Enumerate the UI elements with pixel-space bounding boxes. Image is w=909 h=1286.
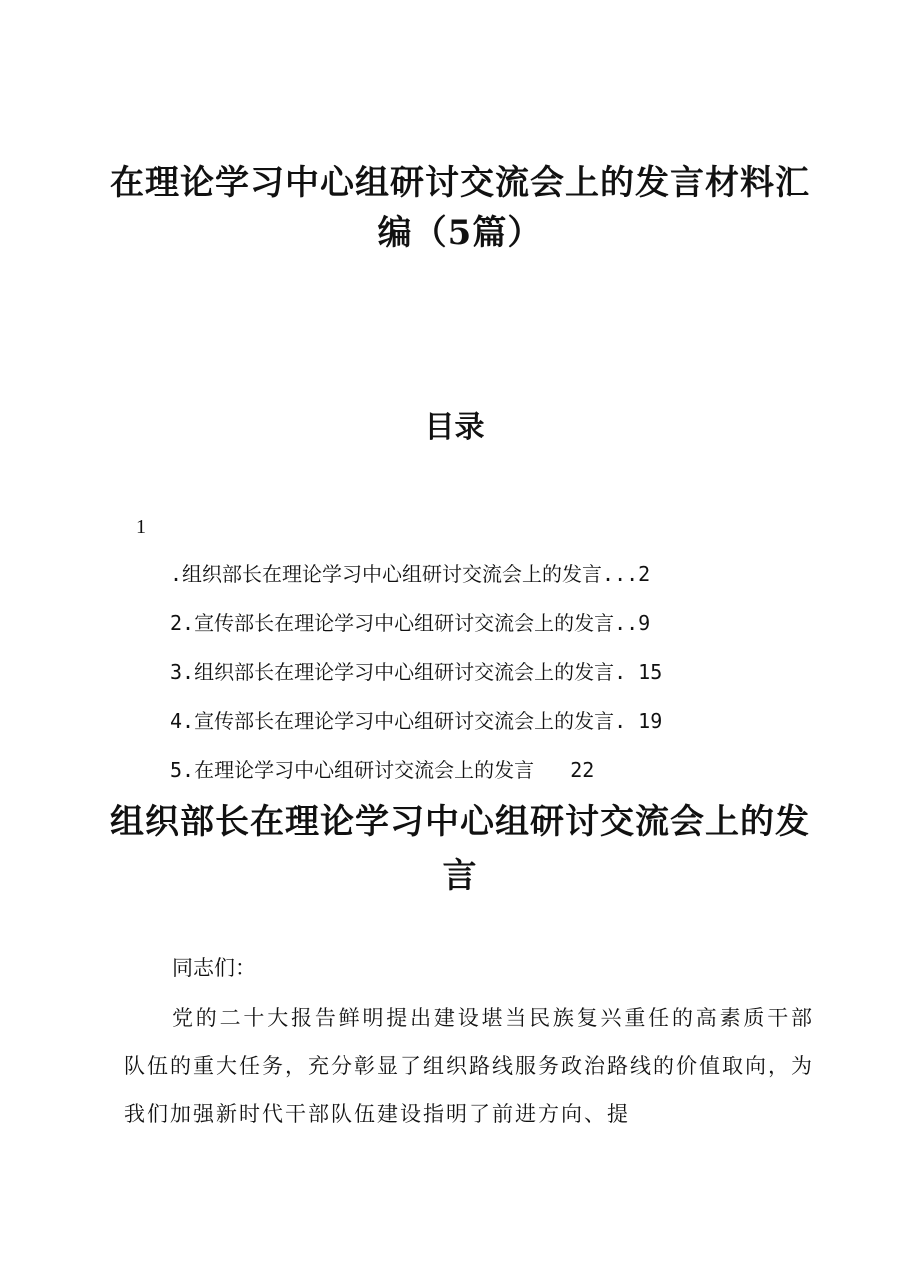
document-title: 在理论学习中心组研讨交流会上的发言材料汇编（5篇） (110, 163, 810, 253)
salutation: 同志们： (172, 956, 256, 980)
toc-item-3[interactable]: 3.组织部长在理论学习中心组研讨交流会上的发言. 15 (170, 660, 663, 684)
toc-item-4[interactable]: 4.宣传部长在理论学习中心组研讨交流会上的发言. 19 (170, 709, 663, 733)
toc-item-2[interactable]: 2.宣传部长在理论学习中心组研讨交流会上的发言..9 (170, 611, 651, 635)
toc-item-1[interactable]: .组织部长在理论学习中心组研讨交流会上的发言...2 (170, 562, 651, 586)
table-of-contents (170, 555, 810, 800)
toc-item-5[interactable]: 5.在理论学习中心组研讨交流会上的发言 22 (170, 758, 595, 782)
section-title: 组织部长在理论学习中心组研讨交流会上的发言 (110, 802, 810, 896)
body-paragraph: 党的二十大报告鲜明提出建设堪当民族复兴重任的高素质干部队伍的重大任务，充分彰显了组织路线服务政治路线的价值取向，为我们加强新时代干部队伍建设指明了前进方向、提 (124, 1006, 814, 1126)
toc-marker: 1 (136, 516, 146, 538)
toc-heading: 目录 (424, 410, 485, 445)
